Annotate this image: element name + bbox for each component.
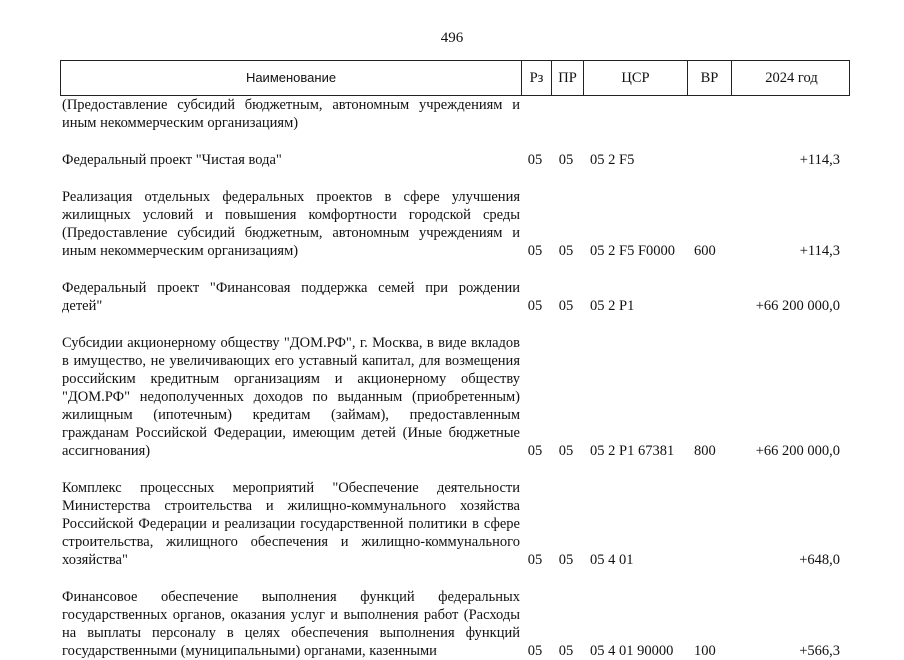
row-vr: 600 bbox=[694, 243, 716, 259]
header-pr: ПР bbox=[551, 61, 583, 95]
row-name: Реализация отдельных федеральных проектов в сфере улучшения жилищных условий и повышения комфортности городской среды (Предоставление субсидий бюджетным, автономным учреждениям и иным некоммерческим организациям) bbox=[62, 189, 520, 259]
row-rz: 05 bbox=[527, 443, 543, 459]
row-csr: 05 2 P1 67381 bbox=[590, 443, 675, 459]
row-pr: 05 bbox=[558, 298, 574, 314]
table-row bbox=[60, 334, 850, 460]
row-amount: +114,3 bbox=[799, 243, 840, 259]
row-csr: 05 2 P1 bbox=[590, 298, 635, 314]
row-amount: +648,0 bbox=[799, 552, 840, 568]
row-csr: 05 4 01 bbox=[590, 552, 634, 568]
header-rz: Рз bbox=[521, 61, 551, 95]
page-number: 496 bbox=[440, 30, 464, 46]
row-vr: 100 bbox=[694, 643, 716, 659]
row-pr: 05 bbox=[558, 443, 574, 459]
header-year: 2024 год bbox=[731, 61, 851, 95]
row-rz: 05 bbox=[527, 643, 543, 659]
table-header bbox=[60, 60, 850, 96]
row-name: Федеральный проект "Финансовая поддержка семей при рождении детей" bbox=[62, 280, 520, 314]
table-row bbox=[60, 588, 850, 660]
row-pr: 05 bbox=[558, 552, 574, 568]
row-csr: 05 4 01 90000 bbox=[590, 643, 674, 659]
row-amount: +566,3 bbox=[799, 643, 840, 659]
table-row bbox=[60, 151, 850, 169]
budget-table bbox=[60, 60, 850, 660]
row-pr: 05 bbox=[558, 243, 574, 259]
table-row bbox=[60, 279, 850, 315]
row-csr: 05 2 F5 bbox=[590, 152, 635, 168]
header-name: Наименование bbox=[245, 70, 337, 85]
row-rz: 05 bbox=[527, 152, 543, 168]
row-amount: +66 200 000,0 bbox=[755, 443, 840, 459]
row-name: Финансовое обеспечение выполнения функций федеральных государственных органов, оказания услуг и выполнения работ (Расходы на выплаты персоналу в целях обеспечения выполнения функций государственными (муниципальными) органами, казенными bbox=[62, 589, 520, 659]
row-rz: 05 bbox=[527, 243, 543, 259]
row-name: Субсидии акционерному обществу "ДОМ.РФ", г. Москва, в виде вкладов в имущество, не увеличивающих его уставный капитал, для возмещения российским кредитным организациям и акционерному обществу "ДОМ.РФ" недополученных доходов по выданным (приобретенным) жилищным (ипотечным) кредитам (займам), предоставленным гражданам Российской Федерации, имеющим детей (Иные бюджетные ассигнования) bbox=[62, 335, 520, 459]
table-row bbox=[60, 96, 850, 132]
row-pr: 05 bbox=[558, 152, 574, 168]
table-row bbox=[60, 188, 850, 260]
row-rz: 05 bbox=[527, 298, 543, 314]
row-pr: 05 bbox=[558, 643, 574, 659]
row-name: (Предоставление субсидий бюджетным, автономным учреждениям и иным некоммерческим организациям) bbox=[62, 97, 520, 131]
row-rz: 05 bbox=[527, 552, 543, 568]
header-vr: ВР bbox=[687, 61, 731, 95]
row-name: Федеральный проект "Чистая вода" bbox=[62, 152, 282, 168]
table-row bbox=[60, 479, 850, 569]
row-csr: 05 2 F5 F0000 bbox=[590, 243, 676, 259]
header-csr: ЦСР bbox=[583, 61, 687, 95]
row-amount: +114,3 bbox=[799, 152, 840, 168]
row-amount: +66 200 000,0 bbox=[755, 298, 840, 314]
row-name: Комплекс процессных мероприятий "Обеспечение деятельности Министерства строительства и жилищно-коммунального хозяйства Российской Федерации и реализации государственной политики в сфере строительства, жилищного обеспечения и жилищно-коммунального хозяйства" bbox=[62, 480, 520, 568]
row-vr: 800 bbox=[694, 443, 716, 459]
